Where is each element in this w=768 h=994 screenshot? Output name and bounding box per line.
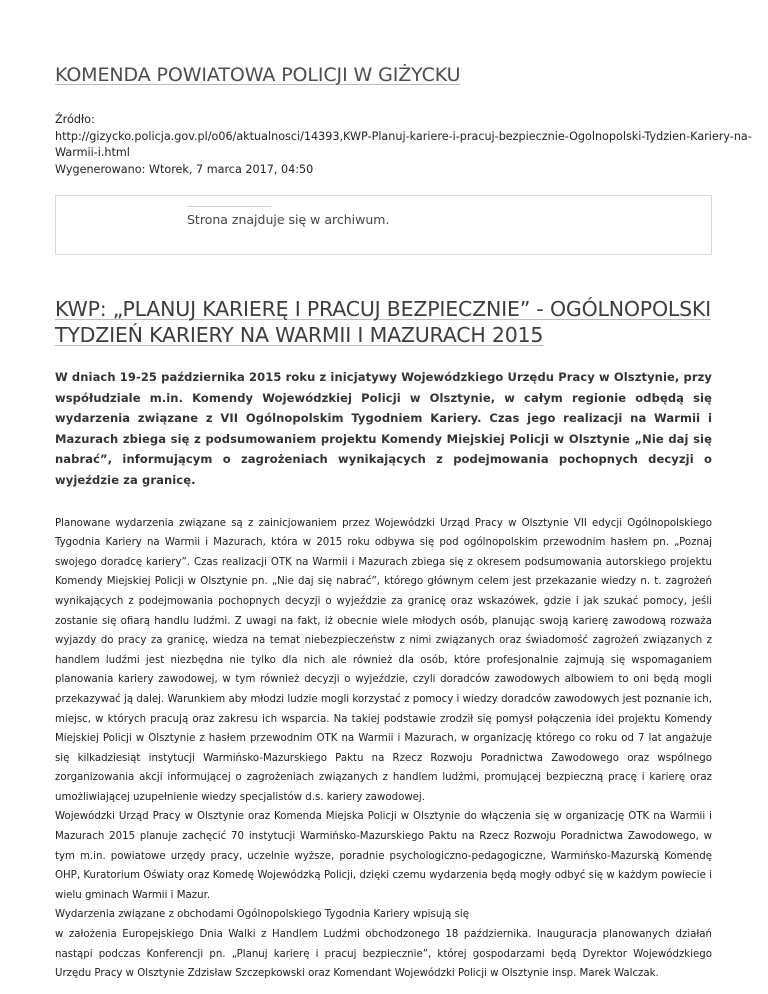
site-title[interactable]: KOMENDA POWIATOWA POLICJI W GIŻYCKU: [55, 64, 461, 86]
archive-notice-box: [55, 195, 712, 255]
article-paragraph: Planowane wydarzenia związane są z zainicjowaniem przez Wojewódzki Urząd Pracy w Olsztynie VII edycji Ogólnopolskiego Tygodnia Kariery na Warmii i Mazurach, która w 2015 roku odbywa się pod ogólnopolskim przewodnim hasłem pn. „Poznaj swojego doradcę kariery”. Czas realizacji OTK na Warmii i Mazurach zbiega się z okresem podsumowania autorskiego projektu Komendy Miejskiej Policji w Olsztynie pn. „Nie daj się nabrać”, którego głównym celem jest przekazanie wiedzy n. t. zagrożeń wynikających z podejmowania pochopnych decyzji o wyjeździe za granicę oraz wskazówek, gdzie i jak szukać pomocy, jeśli zostanie się ofiarą handlu ludźmi. Z uwagi na fakt, iż obecnie wiele młodych osób, planując swoją karierę zawodową rozważa wyjazdy do pracy za granicę, wiedza na temat niebezpieczeństw z nimi związanych oraz świadomość zagrożeń związanych z handlem ludźmi jest niezbędna nie tylko dla nich ale również dla osób, które profesjonalnie zajmują się wspomaganiem planowania kariery zawodowej, w tym również decyzji o wyjeździe, czyli doradców zawodowych albowiem to oni będą mogli przekazywać ją dalej. Warunkiem aby młodzi ludzie mogli korzystać z pomocy i wiedzy doradców zawodowych jest poznanie ich, miejsc, w których pracują oraz zakresu ich wsparcia. Na takiej podstawie zrodził się pomysł połączenia idei projektu Komendy Miejskiej Policji w Olsztynie z hasłem przewodnim OTK na Warmii i Mazurach, w organizację którego co roku od 7 lat angażuje się kilkadziesiąt instytucji Warmińsko-Mazurskiego Paktu na Rzecz Rozwoju Poradnictwa Zawodowego oraz wspólnego zorganizowania akcji informującej o zagrożeniach związanych z handlem ludźmi, promującej bezpieczną pracę i karierę oraz umożliwiającej uzupełnienie wiedzy specjalistów d.s. kariery zawodowej.: [55, 517, 712, 803]
source-label: Źródło:: [55, 113, 95, 126]
source-url-continued: Warmii-i.html: [55, 146, 130, 159]
archive-divider: [187, 206, 271, 207]
article-paragraph: Wojewódzki Urząd Pracy w Olsztynie oraz Komenda Miejska Policji w Olsztynie do włączenia się w organizację OTK na Warmii i Mazurach 2015 planuje zachęcić 70 instytucji Warmińsko-Mazurskiego Paktu na Rzecz Rozwoju Poradnictwa Zawodowego, w tym m.in. powiatowe urzędy pracy, uczelnie wyższe, poradnie psychologiczno-pedagogiczne, Warmińsko-Mazurską Komendę OHP, Kuratorium Oświaty oraz Komedę Wojewódzką Policji, dzięki czemu wydarzenia będą mogły odbyć się w każdym powiecie i wielu gminach Warmii i Mazur.: [55, 811, 712, 901]
source-url: http://gizycko.policja.gov.pl/o06/aktualnosci/14393,KWP-Planuj-kariere-i-pracuj-bezpiecznie-Ogolnopolski-Tydzien-Kariery-na-: [55, 129, 752, 143]
generated-timestamp: Wygenerowano: Wtorek, 7 marca 2017, 04:50: [55, 162, 314, 176]
source-meta: [55, 112, 752, 178]
archive-notice: Strona znajduje się w archiwum.: [187, 212, 390, 227]
article-paragraph: w założenia Europejskiego Dnia Walki z Handlem Ludźmi obchodzonego 18 października. Inauguracja planowanych działań nastąpi podczas Konferencji pn. „Planuj karierę i pracuj bezpiecznie”, której gospodarzami będą Dyrektor Wojewódzkiego Urzędu Pracy w Olsztynie Zdzisław Szczepkowski oraz Komendant Wojewódzki Policji w Olsztynie insp. Marek Walczak.: [55, 929, 712, 980]
article-lead: W dniach 19-25 października 2015 roku z inicjatywy Wojewódzkiego Urzędu Pracy w Olsztynie, przy współudziale m.in. Komendy Wojewódzkiej Policji w Olsztynie, w całym regionie odbędą się wydarzenia związane z VII Ogólnopolskim Tygodniem Kariery. Czas jego realizacji na Warmii i Mazurach zbiega się z podsumowaniem projektu Komendy Miejskiej Policji w Olsztynie „Nie daj się nabrać”, informującym o zagrożeniach wynikających z podejmowania pochopnych decyzji o wyjeździe za granicę.: [55, 370, 712, 487]
article-body: [55, 514, 712, 984]
article-title[interactable]: KWP: „PLANUJ KARIERĘ I PRACUJ BEZPIECZNIE” - OGÓLNOPOLSKI TYDZIEŃ KARIERY NA WARMII I MAZURACH 2015: [55, 297, 712, 347]
article-paragraph: Wydarzenia związane z obchodami Ogólnopolskiego Tygodnia Kariery wpisują się: [55, 909, 469, 921]
